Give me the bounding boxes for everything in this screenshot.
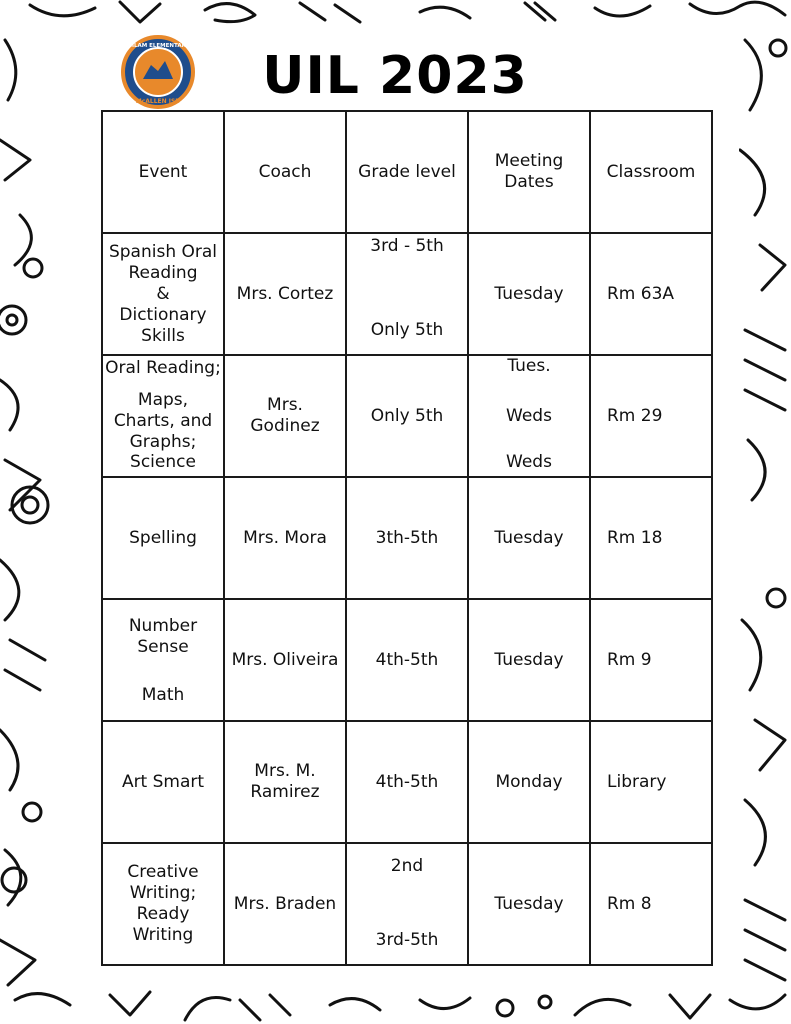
meeting-dates-cell: Tuesday xyxy=(468,599,590,721)
col-grade-level-header: Grade level xyxy=(346,111,468,233)
coach-cell: Mrs. Mora xyxy=(224,477,346,599)
grade-cell xyxy=(346,233,468,355)
event-cell-entry: Maps, Charts, and Graphs; xyxy=(113,390,213,452)
classroom-cell: Library xyxy=(590,721,712,843)
event-cell: Spanish Oral Reading & Dictionary Skills xyxy=(102,233,224,355)
event-cell: Spelling xyxy=(102,477,224,599)
logo-bottom-text: McALLEN ISD xyxy=(135,98,181,105)
meeting-dates-cell-entry: Weds xyxy=(506,452,552,472)
grade-cell-entry: Only 5th xyxy=(370,320,444,340)
col-classroom-header: Classroom xyxy=(590,111,712,233)
meeting-dates-cell xyxy=(468,355,590,477)
uil-schedule-table xyxy=(101,110,713,966)
classroom-cell: Rm 29 xyxy=(590,355,712,477)
table-row xyxy=(102,233,712,355)
meeting-dates-cell: Tuesday xyxy=(468,477,590,599)
table-row xyxy=(102,355,712,477)
grade-cell-entry: 3rd - 5th xyxy=(370,236,444,256)
grade-cell-entry: 2nd xyxy=(390,856,424,876)
meeting-dates-cell: Monday xyxy=(468,721,590,843)
grade-cell: 4th-5th xyxy=(346,721,468,843)
meeting-dates-cell-entry: Tues. xyxy=(507,356,551,376)
table-row xyxy=(102,477,712,599)
table-header-row xyxy=(102,111,712,233)
event-cell-entry: Oral Reading; xyxy=(105,358,221,378)
col-meeting-dates-header: Meeting Dates xyxy=(468,111,590,233)
grade-cell: 4th-5th xyxy=(346,599,468,721)
coach-cell: Mrs. Braden xyxy=(224,843,346,965)
event-cell-entry: Number Sense xyxy=(128,616,198,657)
grade-cell: 3th-5th xyxy=(346,477,468,599)
grade-cell-entry: 3rd-5th xyxy=(375,930,439,950)
table-row xyxy=(102,599,712,721)
event-cell: Art Smart xyxy=(102,721,224,843)
table-row xyxy=(102,721,712,843)
coach-cell: Mrs. Cortez xyxy=(224,233,346,355)
grade-cell xyxy=(346,843,468,965)
logo-top-text: MILAM ELEMENTARY xyxy=(126,43,190,49)
classroom-cell: Rm 63A xyxy=(590,233,712,355)
meeting-dates-cell: Tuesday xyxy=(468,843,590,965)
coach-cell: Mrs. M. Ramirez xyxy=(224,721,346,843)
page-title: UIL 2023 xyxy=(262,46,528,106)
grade-cell: Only 5th xyxy=(346,355,468,477)
col-event-header: Event xyxy=(102,111,224,233)
event-cell-entry: Math xyxy=(141,685,185,705)
event-cell xyxy=(102,355,224,477)
coach-cell: Mrs. Oliveira xyxy=(224,599,346,721)
table-row xyxy=(102,843,712,965)
classroom-cell: Rm 18 xyxy=(590,477,712,599)
meeting-dates-cell: Tuesday xyxy=(468,233,590,355)
school-logo xyxy=(121,35,195,109)
classroom-cell: Rm 8 xyxy=(590,843,712,965)
meeting-dates-cell-entry: Weds xyxy=(506,406,552,426)
event-cell xyxy=(102,599,224,721)
col-coach-header: Coach xyxy=(224,111,346,233)
event-cell: Creative Writing; Ready Writing xyxy=(102,843,224,965)
classroom-cell: Rm 9 xyxy=(590,599,712,721)
coach-cell: Mrs. Godinez xyxy=(224,355,346,477)
event-cell-entry: Science xyxy=(130,452,196,472)
